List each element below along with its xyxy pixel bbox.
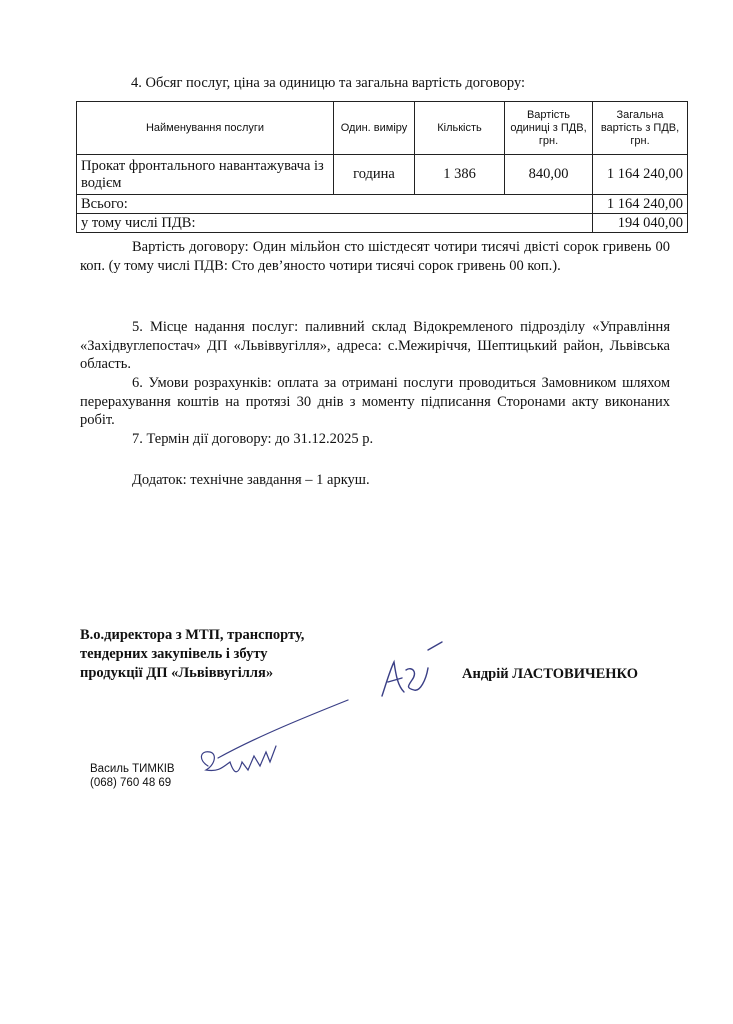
total-row [77, 195, 688, 214]
cell-service-name: Прокат фронтального навантажувача із водієм [77, 155, 334, 195]
signatory-title-line: продукції ДП «Львіввугілля» [80, 665, 274, 681]
vat-row [77, 214, 688, 233]
table-header-row [77, 102, 688, 155]
signatory-title-line: В.о.директора з МТП, транспорту, [80, 627, 305, 643]
cell-unit-price: 840,00 [505, 155, 593, 195]
header-unit-price: Вартість одиниці з ПДВ, грн. [505, 102, 593, 155]
appendix-paragraph: Додаток: технічне завдання – 1 аркуш. [132, 472, 370, 488]
header-service-name: Найменування послуги [77, 102, 334, 155]
services-table [76, 101, 688, 233]
signatory-name: Андрій ЛАСТОВИЧЕНКО [462, 666, 638, 682]
contact-phone: (068) 760 48 69 [90, 777, 172, 789]
contact-name: Василь ТИМКІВ [90, 763, 175, 775]
section-6-paragraph: 6. Умови розрахунків: оплата за отримані послуги проводиться Замовником шляхом перерахування коштів на протязі 30 днів з моменту підписання Сторонами акту виконаних робіт. [80, 375, 670, 428]
total-value: 1 164 240,00 [593, 195, 688, 214]
contact-block [90, 762, 175, 790]
header-unit: Один. виміру [334, 102, 415, 155]
total-label: Всього: [77, 195, 593, 214]
initials-mark [178, 696, 358, 796]
signature-mark [368, 640, 448, 700]
cell-total: 1 164 240,00 [593, 155, 688, 195]
section-7-paragraph: 7. Термін дії договору: до 31.12.2025 р. [132, 431, 374, 447]
vat-value: 194 040,00 [593, 214, 688, 233]
contract-value-paragraph: Вартість договору: Один мільйон сто шістдесят чотири тисячі двісті сорок гривень 00 коп. (у тому числі ПДВ: Сто дев’яносто чотири тисячі сорок гривень 00 коп.). [80, 239, 670, 274]
table-row [77, 155, 688, 195]
section-5-paragraph: 5. Місце надання послуг: паливний склад Відокремленого підрозділу «Управління «Західвуглепостач» ДП «Львіввугілля», адреса: с.Межиріччя, Шептицький район, Львівська область. [80, 319, 670, 372]
signatory-title-line: тендерних закупівель і збуту [80, 646, 268, 662]
header-total: Загальна вартість з ПДВ, грн. [593, 102, 688, 155]
header-quantity: Кількість [415, 102, 505, 155]
section-4-heading: 4. Обсяг послуг, ціна за одиницю та загальна вартість договору: [131, 75, 526, 91]
vat-label: у тому числі ПДВ: [77, 214, 593, 233]
cell-unit: година [334, 155, 415, 195]
signatory-title [80, 626, 304, 683]
cell-quantity: 1 386 [415, 155, 505, 195]
